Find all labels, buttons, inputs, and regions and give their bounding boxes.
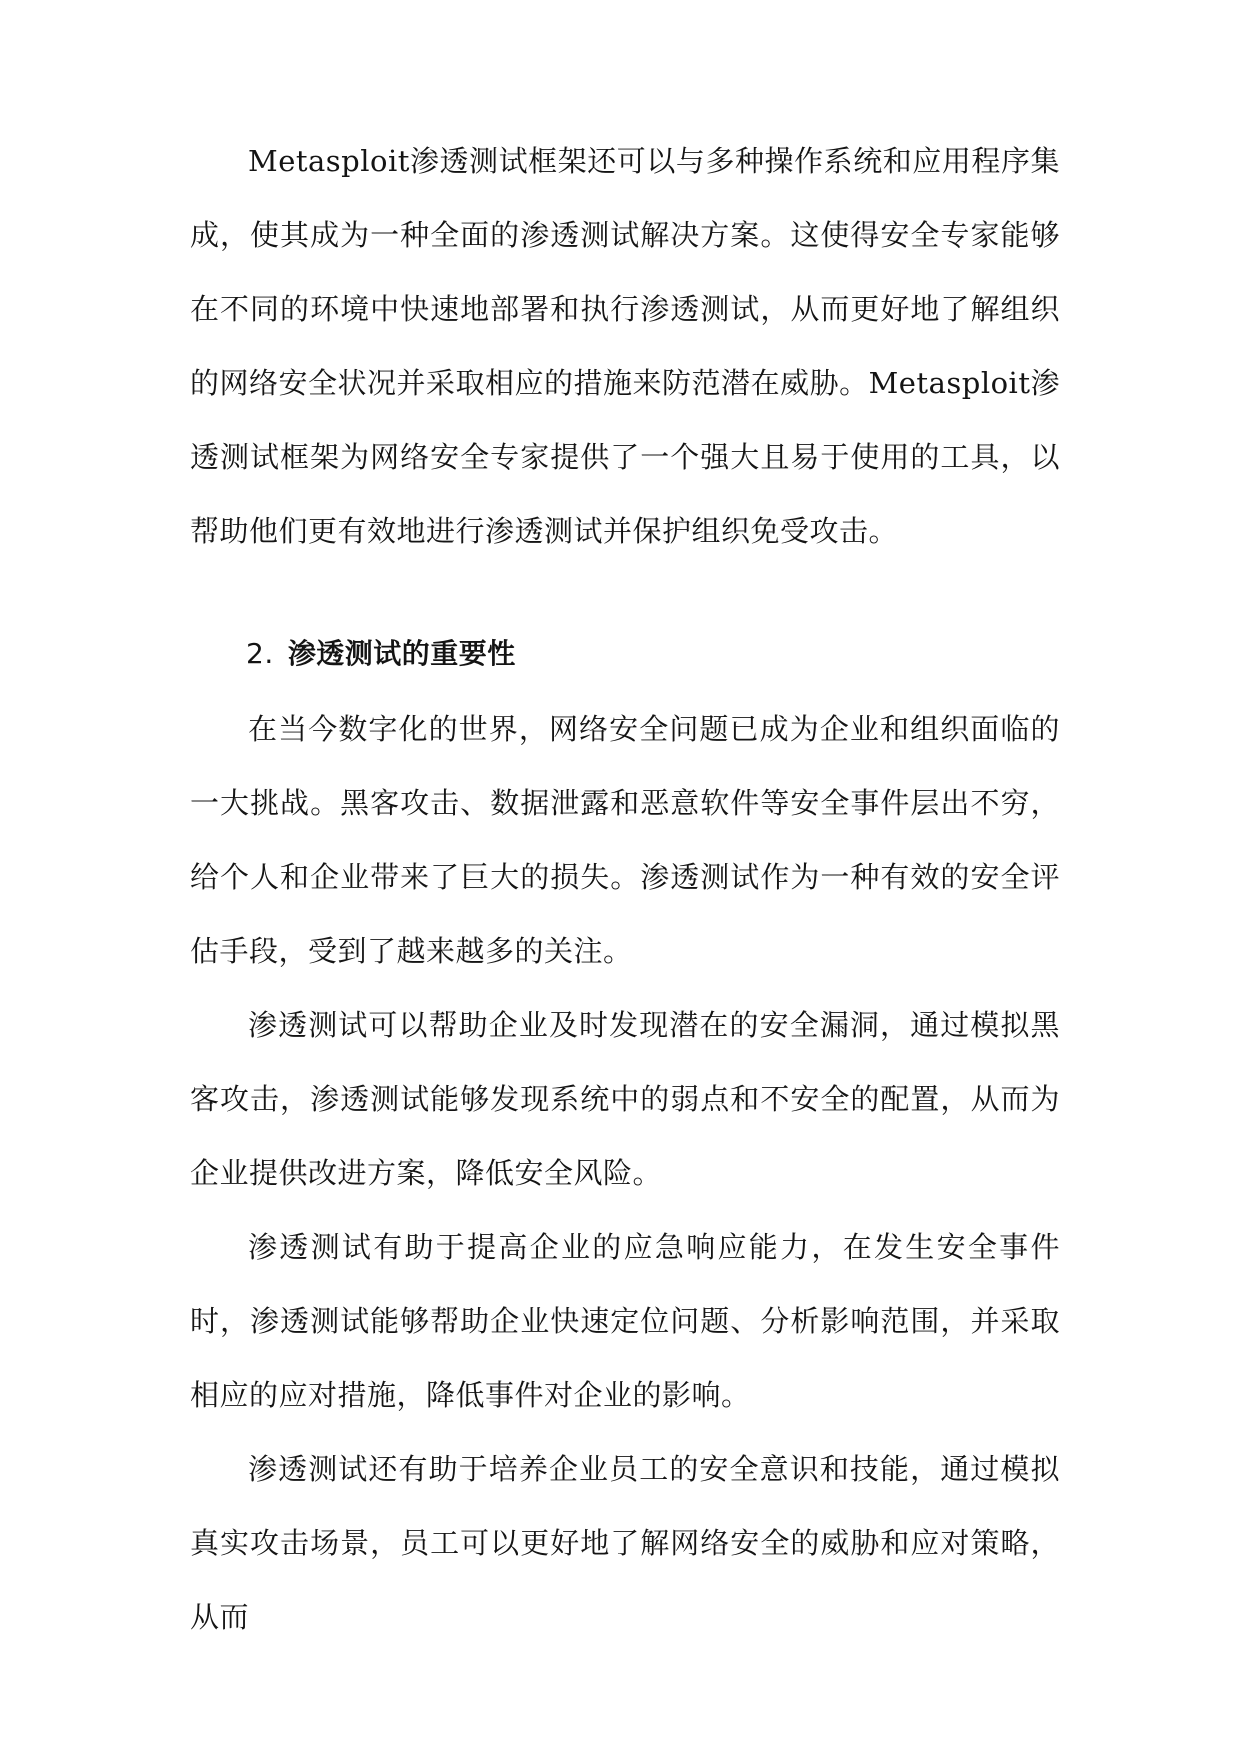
body-paragraph: 渗透测试可以帮助企业及时发现潜在的安全漏洞，通过模拟黑客攻击，渗透测试能够发现系统中的弱点和不安全的配置，从而为企业提供改进方案，降低安全风险。	[190, 1008, 1060, 1190]
body-paragraph: 渗透测试还有助于培养企业员工的安全意识和技能，通过模拟真实攻击场景，员工可以更好地了解网络安全的威胁和应对策略，从而	[190, 1452, 1060, 1634]
body-paragraph: 渗透测试有助于提高企业的应急响应能力，在发生安全事件时，渗透测试能够帮助企业快速定位问题、分析影响范围，并采取相应的应对措施，降低事件对企业的影响。	[190, 1230, 1060, 1412]
section-heading	[246, 632, 516, 672]
section-title: 渗透测试的重要性	[287, 637, 516, 670]
intro-block	[190, 124, 1060, 568]
intro-paragraph: Metasploit渗透测试框架还可以与多种操作系统和应用程序集成，使其成为一种全面的渗透测试解决方案。这使得安全专家能够在不同的环境中快速地部署和执行渗透测试，从而更好地了解组织的网络安全状况并采取相应的措施来防范潜在威胁。Metasploit渗透测试框架为网络安全专家提供了一个强大且易于使用的工具，以帮助他们更有效地进行渗透测试并保护组织免受攻击。	[190, 144, 1060, 548]
body-paragraph: 在当今数字化的世界，网络安全问题已成为企业和组织面临的一大挑战。黑客攻击、数据泄露和恶意软件等安全事件层出不穷，给个人和企业带来了巨大的损失。渗透测试作为一种有效的安全评估手段，受到了越来越多的关注。	[190, 712, 1060, 968]
body-block	[190, 692, 1060, 1654]
section-number: 2.	[246, 637, 274, 670]
